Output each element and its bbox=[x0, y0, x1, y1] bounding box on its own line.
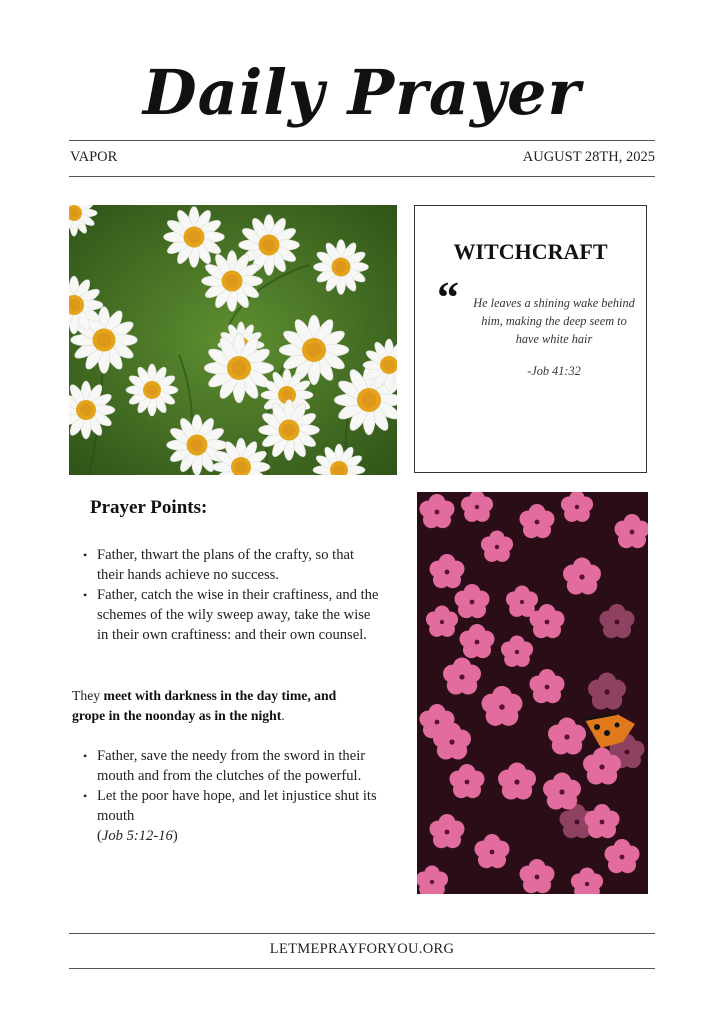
list-item-text: Father, thwart the plans of the crafty, so that their hands achieve no success. bbox=[97, 547, 355, 583]
quote-citation: -Job 41:32 bbox=[527, 364, 581, 378]
scripture-reference: Job 5:12-16 bbox=[101, 828, 173, 844]
reference-close: ) bbox=[172, 828, 178, 844]
paragraph-lead: They bbox=[72, 688, 104, 703]
paragraph-end: . bbox=[281, 708, 285, 723]
pink-flowers-illustration bbox=[417, 492, 648, 894]
bullet-icon: • bbox=[83, 548, 88, 562]
header-top-rule bbox=[69, 140, 655, 141]
list-item bbox=[80, 786, 380, 846]
footer-bottom-rule bbox=[69, 968, 655, 969]
bullet-icon: • bbox=[83, 789, 88, 803]
header-left-label: VAPOR bbox=[70, 149, 118, 165]
list-item bbox=[80, 746, 380, 786]
header-date: AUGUST 28TH, 2025 bbox=[522, 149, 655, 165]
daisy-photo bbox=[69, 205, 397, 475]
prayer-points-list-1 bbox=[80, 545, 380, 645]
pink-flowers-photo bbox=[417, 492, 648, 894]
header-bottom-rule bbox=[69, 176, 655, 177]
prayer-points-heading: Prayer Points: bbox=[90, 497, 208, 518]
list-item-text: Father, save the needy from the sword in their mouth and from the clutches of the powerful. bbox=[97, 748, 366, 784]
scripture-paragraph bbox=[72, 686, 372, 726]
bullet-icon: • bbox=[83, 588, 88, 602]
paragraph-bold: meet with darkness in the day time, and grope in the noonday as in the night bbox=[72, 688, 337, 723]
page-title: Daily Prayer bbox=[142, 56, 582, 129]
prayer-points-list-2 bbox=[80, 746, 380, 846]
list-item-text: Let the poor have hope, and let injustice shut its mouth bbox=[97, 788, 377, 824]
reference-open: ( bbox=[97, 828, 102, 844]
quote-mark-icon: “ bbox=[437, 273, 459, 322]
footer-top-rule bbox=[69, 933, 655, 934]
daisy-illustration bbox=[69, 205, 397, 475]
list-item-text: Father, catch the wise in their craftiness, and the schemes of the wily sweep away, take the wise in their own craftiness: and their own counsel. bbox=[97, 587, 379, 643]
list-item bbox=[80, 545, 380, 585]
footer-website: LETMEPRAYFORYOU.ORG bbox=[269, 941, 455, 957]
bullet-icon: • bbox=[83, 749, 88, 763]
quote-heading: WITCHCRAFT bbox=[453, 239, 608, 264]
quote-box bbox=[414, 205, 647, 473]
quote-text: He leaves a shining wake behind him, making the deep seem to have white hair bbox=[473, 296, 635, 346]
list-item bbox=[80, 585, 380, 645]
